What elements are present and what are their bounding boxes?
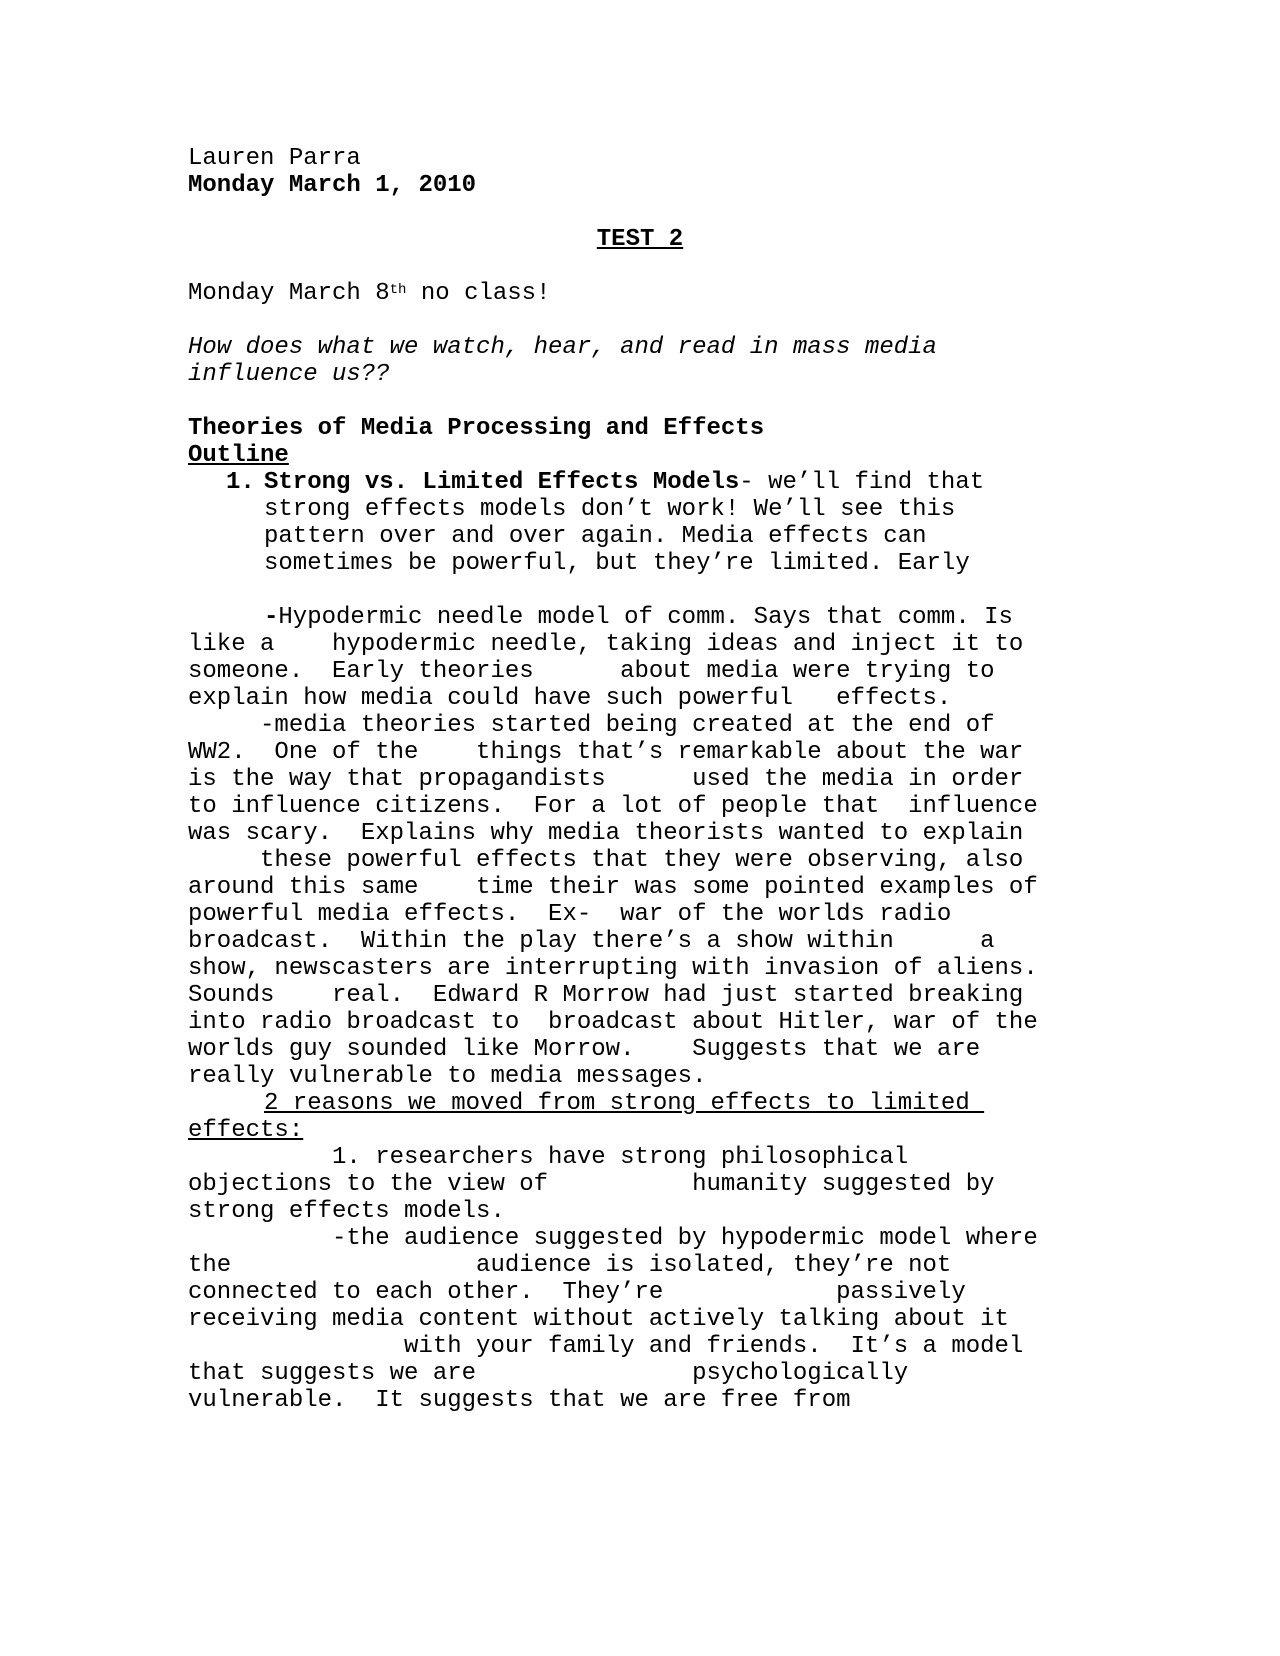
reasons-heading: 2 reasons we moved from strong effects to limited — [264, 1090, 985, 1117]
tail-line: 1. researchers have strong philosophical — [188, 1144, 909, 1171]
body-line: Sounds real. Edward R Morrow had just started breaking — [188, 982, 1024, 1009]
tail-line: the audience is isolated, they’re not — [188, 1252, 952, 1279]
body-line: these powerful effects that they were observing, also — [188, 847, 1024, 874]
outline-item-text: pattern over and over again. Media effects can — [264, 523, 927, 550]
body-line: -media theories started being created at the end of — [188, 712, 995, 739]
question-line: How does what we watch, hear, and read in mass media — [188, 334, 937, 361]
document-title: TEST 2 — [596, 226, 684, 253]
body-line: WW2. One of the things that’s remarkable about the war — [188, 739, 1024, 766]
hypodermic-line — [264, 604, 1013, 632]
body-line: around this same time their was some pointed examples of — [188, 874, 1038, 901]
tail-line: -the audience suggested by hypodermic model where — [188, 1225, 1038, 1252]
outline-label: Outline — [188, 442, 289, 469]
tail-line: connected to each other. They’re passively — [188, 1279, 966, 1306]
hypodermic-text: Hypodermic needle model of comm. Says that comm. Is — [278, 604, 1013, 631]
reasons-heading-continued: effects: — [188, 1117, 304, 1144]
outline-item-rest: - we’ll find that — [739, 469, 985, 496]
body-line: to influence citizens. For a lot of people that influence — [188, 793, 1038, 820]
outline-item-bold: Strong vs. Limited Effects Models — [264, 469, 740, 496]
body-line: someone. Early theories about media were trying to — [188, 658, 995, 685]
tail-line: with your family and friends. It’s a model — [188, 1333, 1024, 1360]
body-line: like a hypodermic needle, taking ideas and inject it to — [188, 631, 1024, 658]
notice-superscript: th — [389, 282, 407, 298]
question-line: influence us?? — [188, 361, 390, 388]
notice-prefix: Monday March 8 — [188, 280, 390, 307]
author-name: Lauren Parra — [188, 145, 361, 172]
body-line: is the way that propagandists used the media in order — [188, 766, 1024, 793]
outline-item-text: sometimes be powerful, but they’re limited. Early — [264, 550, 970, 577]
body-line: powerful media effects. Ex- war of the worlds radio — [188, 901, 952, 928]
body-line: broadcast. Within the play there’s a show within a — [188, 928, 995, 955]
tail-line: strong effects models. — [188, 1198, 505, 1225]
outline-item-heading — [264, 469, 984, 497]
tail-line: receiving media content without actively talking about it — [188, 1306, 1009, 1333]
body-line: into radio broadcast to broadcast about Hitler, war of the — [188, 1009, 1038, 1036]
section-title: Theories of Media Processing and Effects — [188, 415, 765, 442]
tail-line: objections to the view of humanity suggested by — [188, 1171, 995, 1198]
body-line: explain how media could have such powerful effects. — [188, 685, 952, 712]
body-line: really vulnerable to media messages. — [188, 1063, 707, 1090]
tail-line: that suggests we are psychologically — [188, 1360, 909, 1387]
body-line: show, newscasters are interrupting with invasion of aliens. — [188, 955, 1038, 982]
body-line: was scary. Explains why media theorists wanted to explain — [188, 820, 1024, 847]
no-class-notice — [188, 280, 550, 308]
tail-line: vulnerable. It suggests that we are free from — [188, 1387, 851, 1414]
body-line: worlds guy sounded like Morrow. Suggests that we are — [188, 1036, 981, 1063]
hypodermic-dash: - — [264, 604, 279, 631]
document-date: Monday March 1, 2010 — [188, 172, 477, 199]
outline-item-text: strong effects models don’t work! We’ll see this — [264, 496, 956, 523]
outline-item-number: 1. — [226, 469, 255, 496]
notice-suffix: no class! — [406, 280, 551, 307]
